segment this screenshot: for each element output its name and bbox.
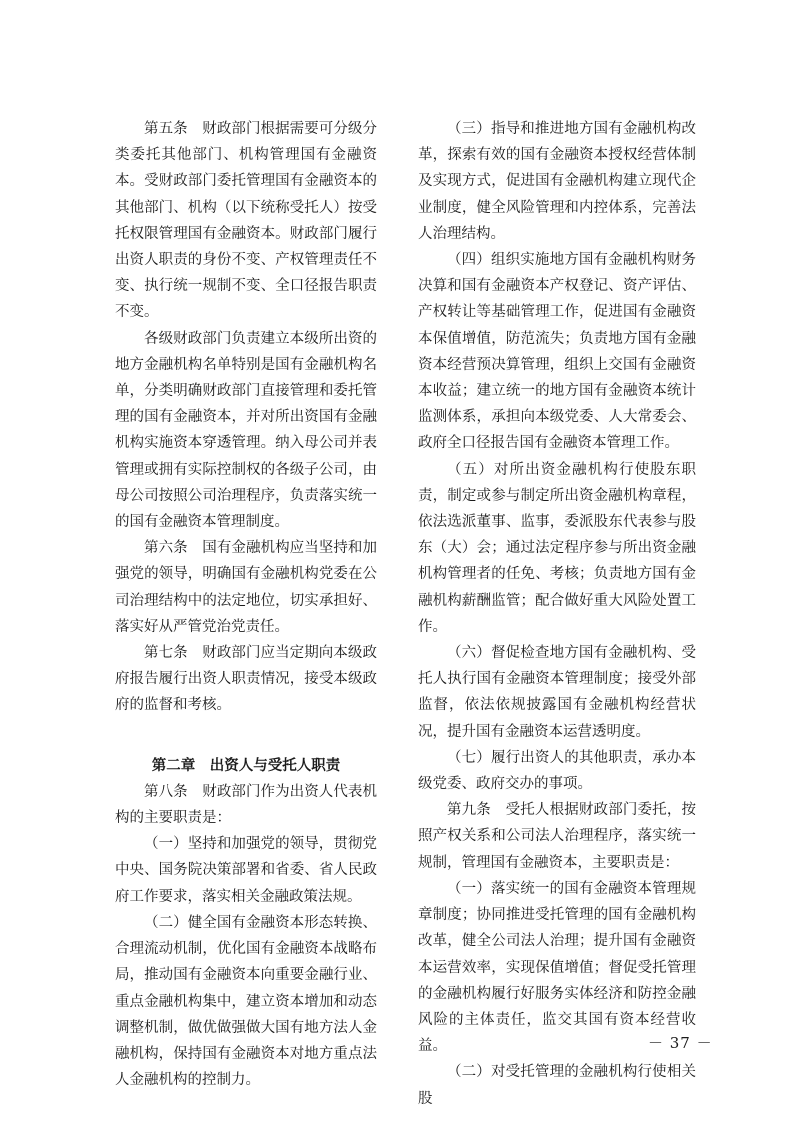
article-7-paragraph: 第七条 财政部门应当定期向本级政府报告履行出资人职责情况，接受本级政府的监督和考核。 (115, 645, 377, 714)
article-6-paragraph: 第六条 国有金融机构应当坚持和加强党的领导，明确国有金融机构党委在公司治理结构中的法定地位，切实承担好、落实好从严管党治党责任。 (115, 540, 377, 635)
list-paragraph-institution-roster: 各级财政部门负责建立本级所出资的地方金融机构名单特别是国有金融机构名单，分类明确财政部门直接管理和委托管理的国有金融资本，并对所出资国有金融机构实施资本穿透管理。纳入母公司并表管理或拥有实际控制权的各级子公司，由母公司按照公司治理程序，负责落实统一的国有金融资本管理制度。 (115, 330, 377, 531)
article-8-paragraph: 第八条 财政部门作为出资人代表机构的主要职责是： (115, 783, 377, 827)
article-9-item-2: （二）对受托管理的金融机构行使相关股 (418, 1064, 696, 1107)
article-8-item-7: （七）履行出资人的其他职责，承办本级党委、政府交办的事项。 (418, 749, 696, 793)
article-5-paragraph: 第五条 财政部门根据需要可分级分类委托其他部门、机构管理国有金融资本。受财政部门委托管理国有金融资本的其他部门、机构（以下统称受托人）按受托权限管理国有金融资本。财政部门履行出资人职责的身份不变、产权管理责任不变、执行统一规制不变、全口径报告职责不变。 (115, 121, 377, 321)
left-column (115, 116, 377, 1093)
article-9-paragraph: 第九条 受托人根据财政部门委托，按照产权关系和公司法人治理程序，落实统一规制，管理国有金融资本，主要职责是： (418, 802, 696, 871)
article-8-item-6: （六）督促检查地方国有金融机构、受托人执行国有金融资本管理制度；接受外部监督，依法依规披露国有金融机构经营状况，提升国有金融资本运营透明度。 (418, 645, 696, 740)
chapter-title: 第二章 出资人与受托人职责 (151, 756, 341, 774)
page-number: － 37 － (648, 1034, 713, 1052)
article-8-item-2: （二）健全国有金融资本形态转换、合理流动机制，优化国有金融资本战略布局，推动国有金融资本向重要金融行业、重点金融机构集中，建立资本增加和动态调整机制，做优做强做大国有地方法人金融机构，保持国有金融资本对地方重点法人金融机构的控制力。 (115, 914, 377, 1089)
right-column (418, 116, 696, 1112)
article-8-item-5: （五）对所出资金融机构行使股东职责，制定或参与制定所出资金融机构章程，依法选派董事、监事，委派股东代表参与股东（大）会；通过法定程序参与所出资金融机构管理者的任免、考核；负责地方国有金融机构薪酬监管；配合做好重大风险处置工作。 (418, 461, 696, 635)
article-8-item-3: （三）指导和推进地方国有金融机构改革，探索有效的国有金融资本授权经营体制及实现方式，促进国有金融机构建立现代企业制度，健全风险管理和内控体系，完善法人治理结构。 (418, 121, 696, 242)
article-8-item-1: （一）坚持和加强党的领导，贯彻党中央、国务院决策部署和省委、省人民政府工作要求，落实相关金融政策法规。 (115, 836, 377, 905)
article-8-item-4: （四）组织实施地方国有金融机构财务决算和国有金融资本产权登记、资产评估、产权转让等基础管理工作，促进国有金融资本保值增值，防范流失；负责地方国有金融资本经营预决算管理，组织上交国有金融资本收益；建立统一的地方国有金融资本统计监测体系，承担向本级党委、人大常委会、政府全口径报告国有金融资本管理工作。 (418, 252, 696, 452)
article-9-item-1: （一）落实统一的国有金融资本管理规章制度；协同推进受托管理的国有金融机构改革，健全公司法人治理；提升国有金融资本运营效率，实现保值增值；督促受托管理的金融机构履行好服务实体经济和防控金融风险的主体责任，监交其国有资本经营收益。 (418, 880, 696, 1055)
